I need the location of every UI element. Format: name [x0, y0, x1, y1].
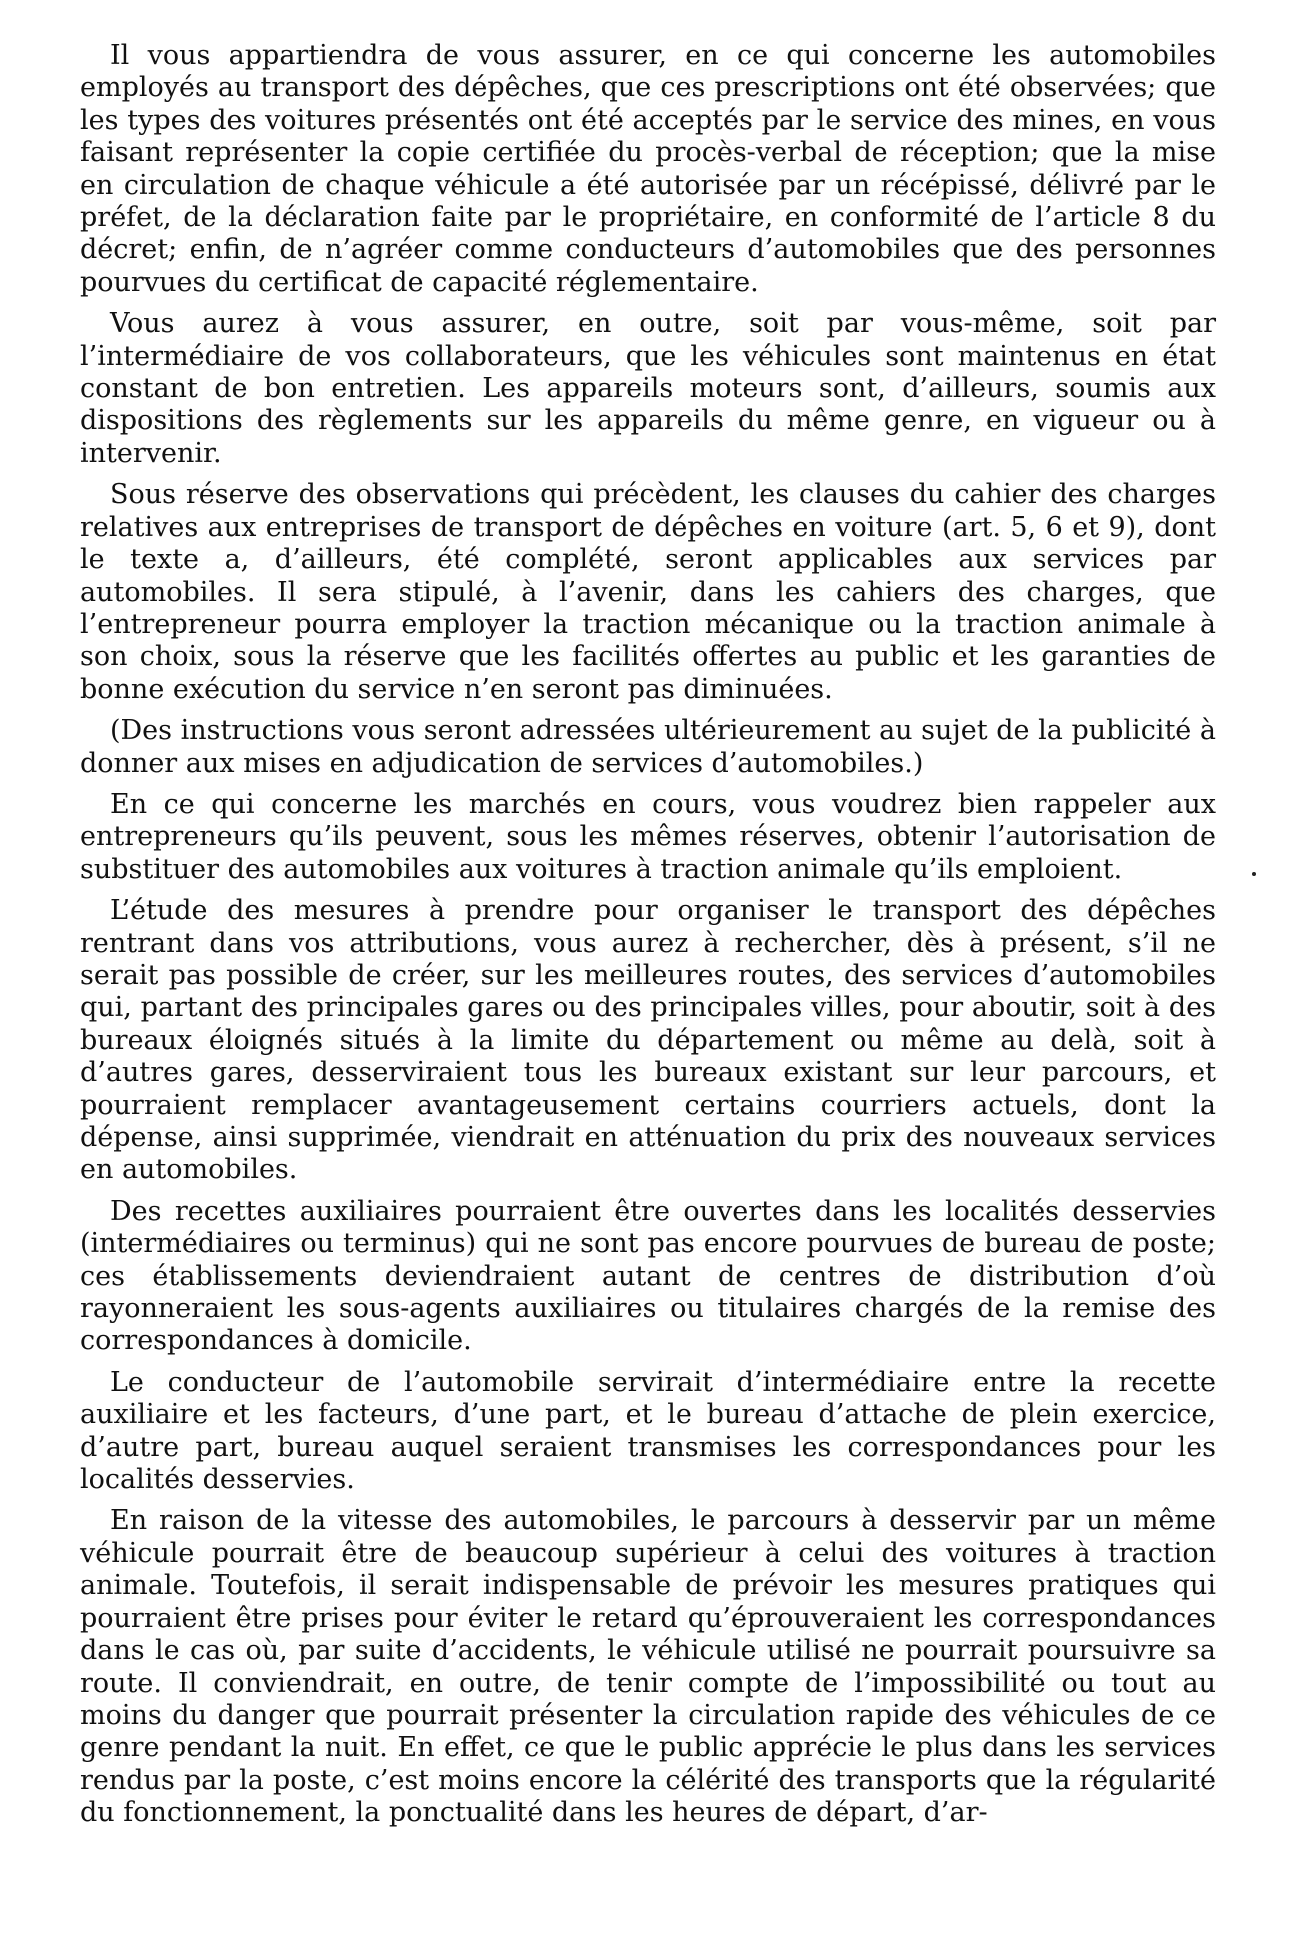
paragraph-4: (Des instructions vous seront adressées ultérieurement au sujet de la publicité à donner aux mises en adjudication de services d’automobiles.) — [80, 715, 1216, 779]
document-page — [80, 40, 1216, 1839]
paragraph-9: En raison de la vitesse des automobiles, le parcours à desservir par un même véhicule pourrait être de beaucoup supérieur à celui des voitures à traction animale. Toutefois, il serait indispensable de prévoir les mesures pratiques qui pourraient être prises pour éviter le retard qu’éprouveraient les correspondances dans le cas où, par suite d’accidents, le véhicule utilisé ne pourrait poursuivre sa route. Il conviendrait, en outre, de tenir compte de l’impossibilité ou tout au moins du danger que pourrait présenter la circulation rapide des véhicules de ce genre pendant la nuit. En effet, ce que le public apprécie le plus dans les services rendus par la poste, c’est moins encore la célérité des transports que la régularité du fonctionnement, la ponctualité dans les heures de départ, d’ar- — [80, 1505, 1216, 1829]
paragraph-5: En ce qui concerne les marchés en cours, vous voudrez bien rappeler aux entrepreneurs qu’ils peuvent, sous les mêmes réserves, obtenir l’autorisation de substituer des automobiles aux voitures à traction animale qu’ils emploient. — [80, 788, 1216, 885]
margin-mark — [1252, 872, 1256, 876]
paragraph-1: Il vous appartiendra de vous assurer, en ce qui concerne les automobiles employés au transport des dépêches, que ces prescriptions ont été observées; que les types des voitures présentés ont été acceptés par le service des mines, en vous faisant représenter la copie certifiée du procès-verbal de réception; que la mise en circulation de chaque véhicule a été autorisée par un récépissé, délivré par le préfet, de la déclaration faite par le propriétaire, en conformité de l’article 8 du décret; enfin, de n’agréer comme conducteurs d’automobiles que des personnes pourvues du certificat de capacité réglementaire. — [80, 40, 1216, 298]
paragraph-7: Des recettes auxiliaires pourraient être ouvertes dans les localités desservies (intermédiaires ou terminus) qui ne sont pas encore pourvues de bureau de poste; ces établissements deviendraient autant de centres de distribution d’où rayonneraient les sous-agents auxiliaires ou titulaires chargés de la remise des correspondances à domicile. — [80, 1195, 1216, 1357]
paragraph-8: Le conducteur de l’automobile servirait d’intermédiaire entre la recette auxiliaire et les facteurs, d’une part, et le bureau d’attache de plein exercice, d’autre part, bureau auquel seraient transmises les correspondances pour les localités desservies. — [80, 1366, 1216, 1496]
paragraph-2: Vous aurez à vous assurer, en outre, soit par vous-même, soit par l’intermédiaire de vos collaborateurs, que les véhicules sont maintenus en état constant de bon entretien. Les appareils moteurs sont, d’ailleurs, soumis aux dispositions des règlements sur les appareils du même genre, en vigueur ou à intervenir. — [80, 308, 1216, 469]
paragraph-6: L’étude des mesures à prendre pour organiser le transport des dépêches rentrant dans vos attributions, vous aurez à rechercher, dès à présent, s’il ne serait pas possible de créer, sur les meilleures routes, des services d’automobiles qui, partant des principales gares ou des principales villes, pour aboutir, soit à des bureaux éloignés situés à la limite du département ou même au delà, soit à d’autres gares, desserviraient tous les bureaux existant sur leur parcours, et pourraient remplacer avantageusement certains courriers actuels, dont la dépense, ainsi supprimée, viendrait en atténuation du prix des nouveaux services en automobiles. — [80, 895, 1216, 1186]
paragraph-3: Sous réserve des observations qui précèdent, les clauses du cahier des charges relatives aux entreprises de transport de dépêches en voiture (art. 5, 6 et 9), dont le texte a, d’ailleurs, été complété, seront applicables aux services par automobiles. Il sera stipulé, à l’avenir, dans les cahiers des charges, que l’entrepreneur pourra employer la traction mécanique ou la traction animale à son choix, sous la réserve que les facilités offertes au public et les garanties de bonne exécution du service n’en seront pas diminuées. — [80, 479, 1216, 705]
